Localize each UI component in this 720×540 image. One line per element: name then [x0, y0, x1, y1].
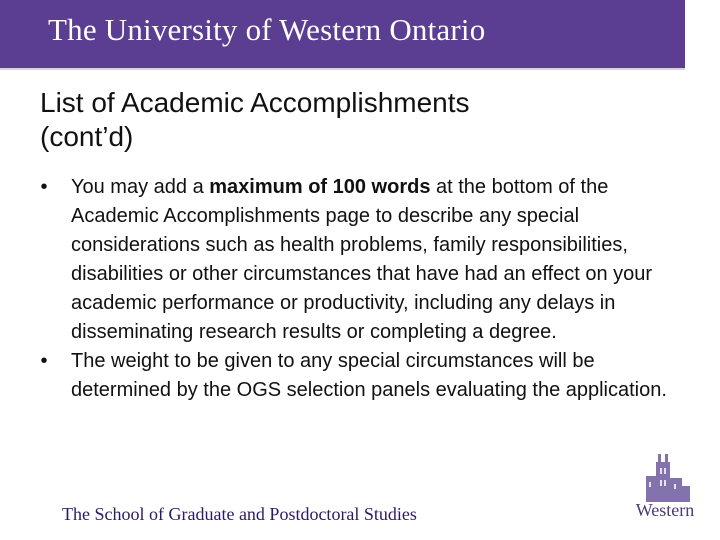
slide-title-line-2: (cont’d)	[40, 121, 134, 152]
footer-school-name: The School of Graduate and Postdoctoral Studies	[62, 504, 417, 524]
western-logo	[628, 452, 702, 524]
university-name: The University of Western Ontario	[48, 12, 486, 47]
slide-title-line-1: List of Academic Accomplishments	[40, 87, 470, 118]
bullet-dot-icon: •	[40, 350, 48, 372]
tower-icon	[628, 452, 702, 502]
header-banner	[0, 0, 685, 68]
bullet-emphasis: maximum of 100 words	[209, 176, 431, 198]
header-banner-gap	[685, 0, 720, 68]
bullet-text: The weight to be given to any special circumstances will be determined by the OGS selection panels evaluating the application.	[71, 350, 667, 401]
slide-title	[40, 86, 680, 154]
bullet-dot-icon: •	[40, 176, 48, 198]
bullet-item-word-limit	[34, 173, 674, 347]
header-divider	[0, 68, 685, 70]
logo-wordmark: Western	[635, 500, 695, 520]
bullet-text-end: at the bottom of the Academic Accomplishments page to describe any special considerations such as health problems, family responsibilities, disabilities or other circumstances that have had an effect on your academic performance or productivity, including any delays in disseminating research results or completing a degree.	[71, 176, 653, 343]
bullet-list	[34, 173, 674, 405]
bullet-text-start: You may add a	[71, 176, 210, 198]
bullet-item-weight	[34, 347, 674, 405]
